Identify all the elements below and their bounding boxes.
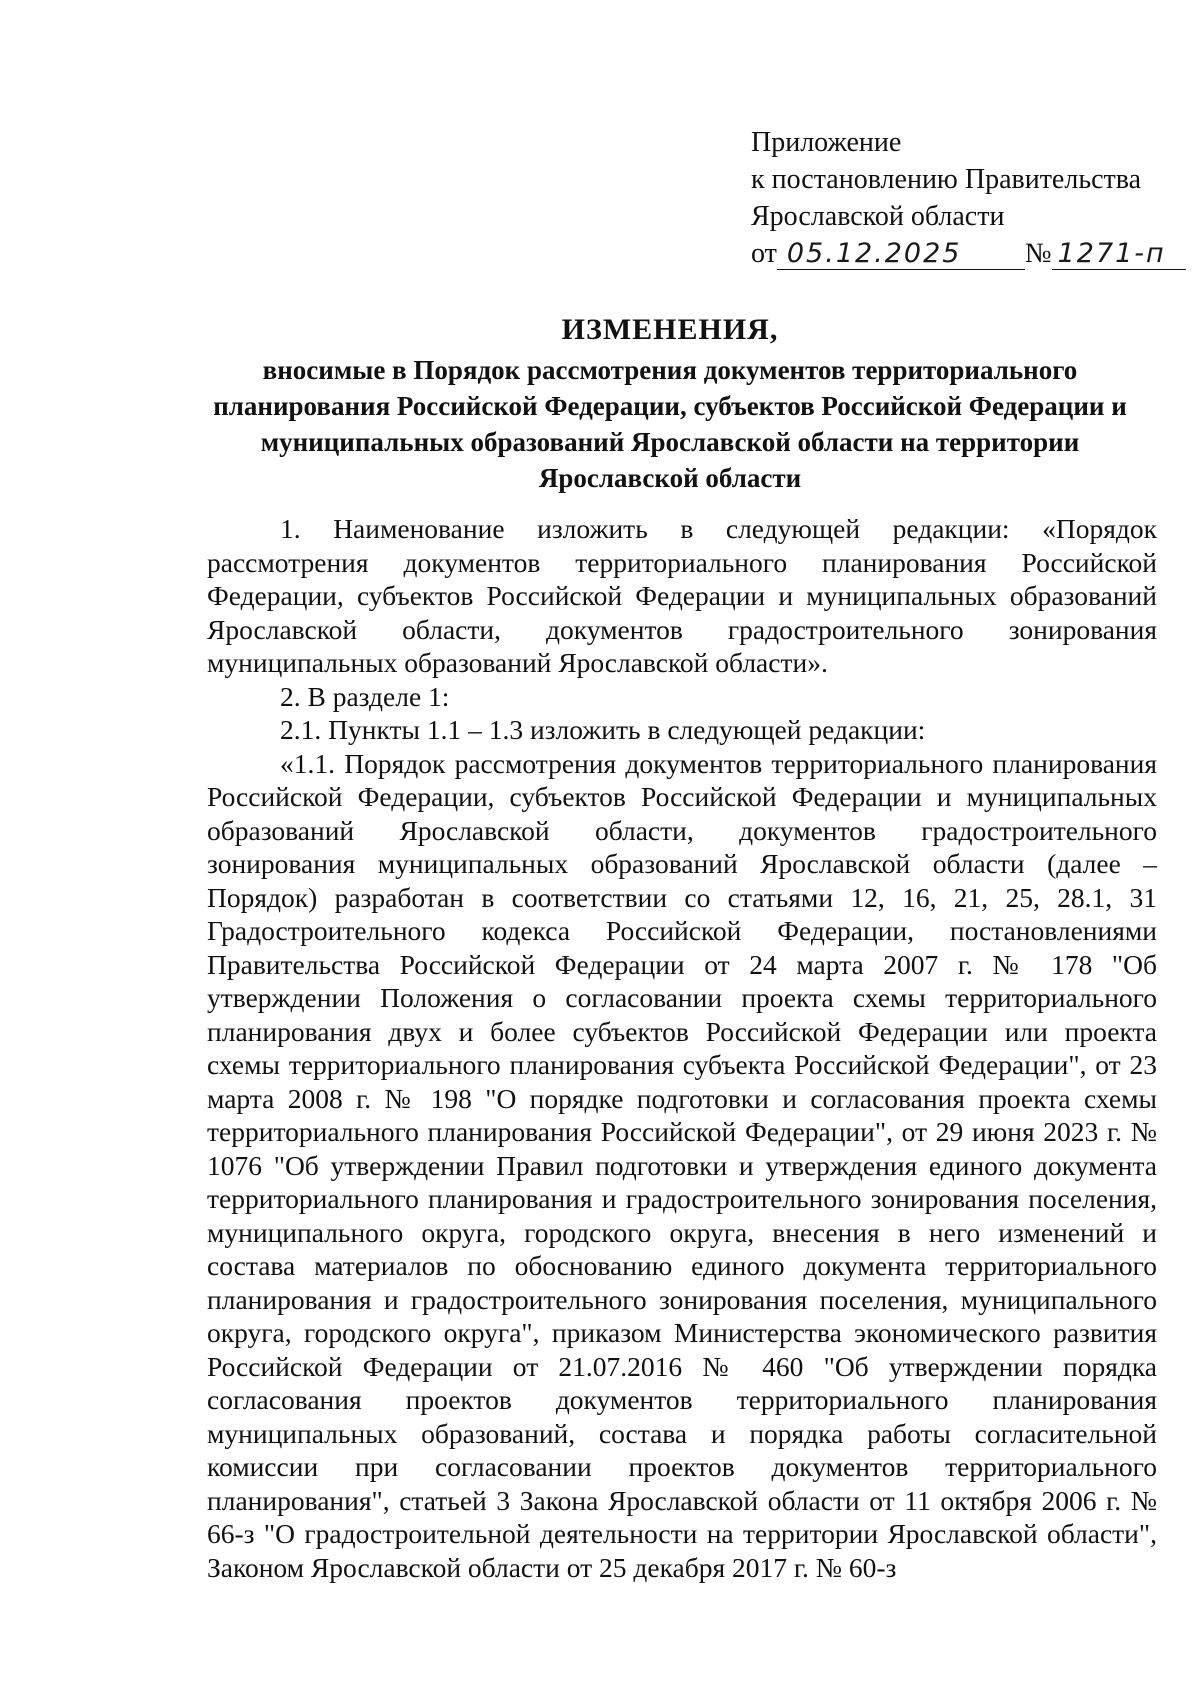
- document-subtitle: вносимые в Порядок рассмотрения документов территориального планирования Российской Федерации, субъектов Российской Федерации и муниципальных образований Ярославской области на территории Ярославской области: [213, 355, 1127, 493]
- document-title: ИЗМЕНЕНИЯ,: [561, 313, 779, 346]
- appendix-decree-ref: к постановлению Правительства: [751, 164, 1142, 195]
- appendix-label: Приложение: [751, 127, 902, 158]
- number-field: [1052, 239, 1186, 270]
- document-body: [207, 512, 1157, 1584]
- handwritten-number: 1271-п: [1057, 238, 1166, 269]
- document-title-block: [190, 310, 1150, 496]
- appendix-date-number-line: [751, 235, 1171, 272]
- appendix-region: Ярославской области: [751, 201, 1005, 232]
- paragraph-3: 2.1. Пункты 1.1 – 1.3 изложить в следующей редакции:: [280, 714, 926, 745]
- date-prefix: от: [751, 238, 777, 269]
- paragraph-2: 2. В разделе 1:: [280, 680, 450, 712]
- number-prefix: №: [1024, 238, 1052, 269]
- date-field: [777, 239, 1025, 270]
- appendix-block: [751, 124, 1171, 272]
- handwritten-date: 05.12.2025: [786, 238, 962, 269]
- paragraph-4: «1.1. Порядок рассмотрения документов территориального планирования Российской Федерации, субъектов Российской Федерации и муниципальных образований Ярославской области, документов градостроительного зонирования муниципальных образований Ярославской области (далее – Порядок) разработан в соответствии со статьями 12, 16, 21, 25, 28.1, 31 Градостроительного кодекса Российской Федерации, постановлениями Правительства Российской Федерации от 24 марта 2007 г. № 178 "Об утверждении Положения о согласовании проекта схемы территориального планирования двух и более субъектов Российской Федерации или проекта схемы территориального планирования субъекта Российской Федерации", от 23 марта 2008 г. № 198 "О порядке подготовки и согласования проекта схемы территориального планирования Российской Федерации", от 29 июня 2023 г. № 1076 "Об утверждении Правил подготовки и утверждения единого документа территориального планирования и градостроительного зонирования поселения, муниципального округа, городского округа, внесения в него изменений и состава материалов по обоснованию единого документа территориального планирования и градостроительного зонирования поселения, муниципального округа, городского округа", приказом Министерства экономического развития Российской Федерации от 21.07.2016 № 460 "Об утверждении порядка согласования проектов документов территориального планирования муниципальных образований, состава и порядка работы согласительной комиссии при согласовании проектов документов территориального планирования", статьей 3 Закона Ярославской области от 11 октября 2006 г. № 66-з "О градостроительной деятельности на территории Ярославской области", Законом Ярославской области от 25 декабря 2017 г. № 60-з: [207, 747, 1157, 1583]
- paragraph-1: 1. Наименование изложить в следующей редакции: «Порядок рассмотрения документов территориального планирования Российской Федерации, субъектов Российской Федерации и муниципальных образований Ярославской области, документов градостроительного зонирования муниципальных образований Ярославской области».: [207, 513, 1157, 678]
